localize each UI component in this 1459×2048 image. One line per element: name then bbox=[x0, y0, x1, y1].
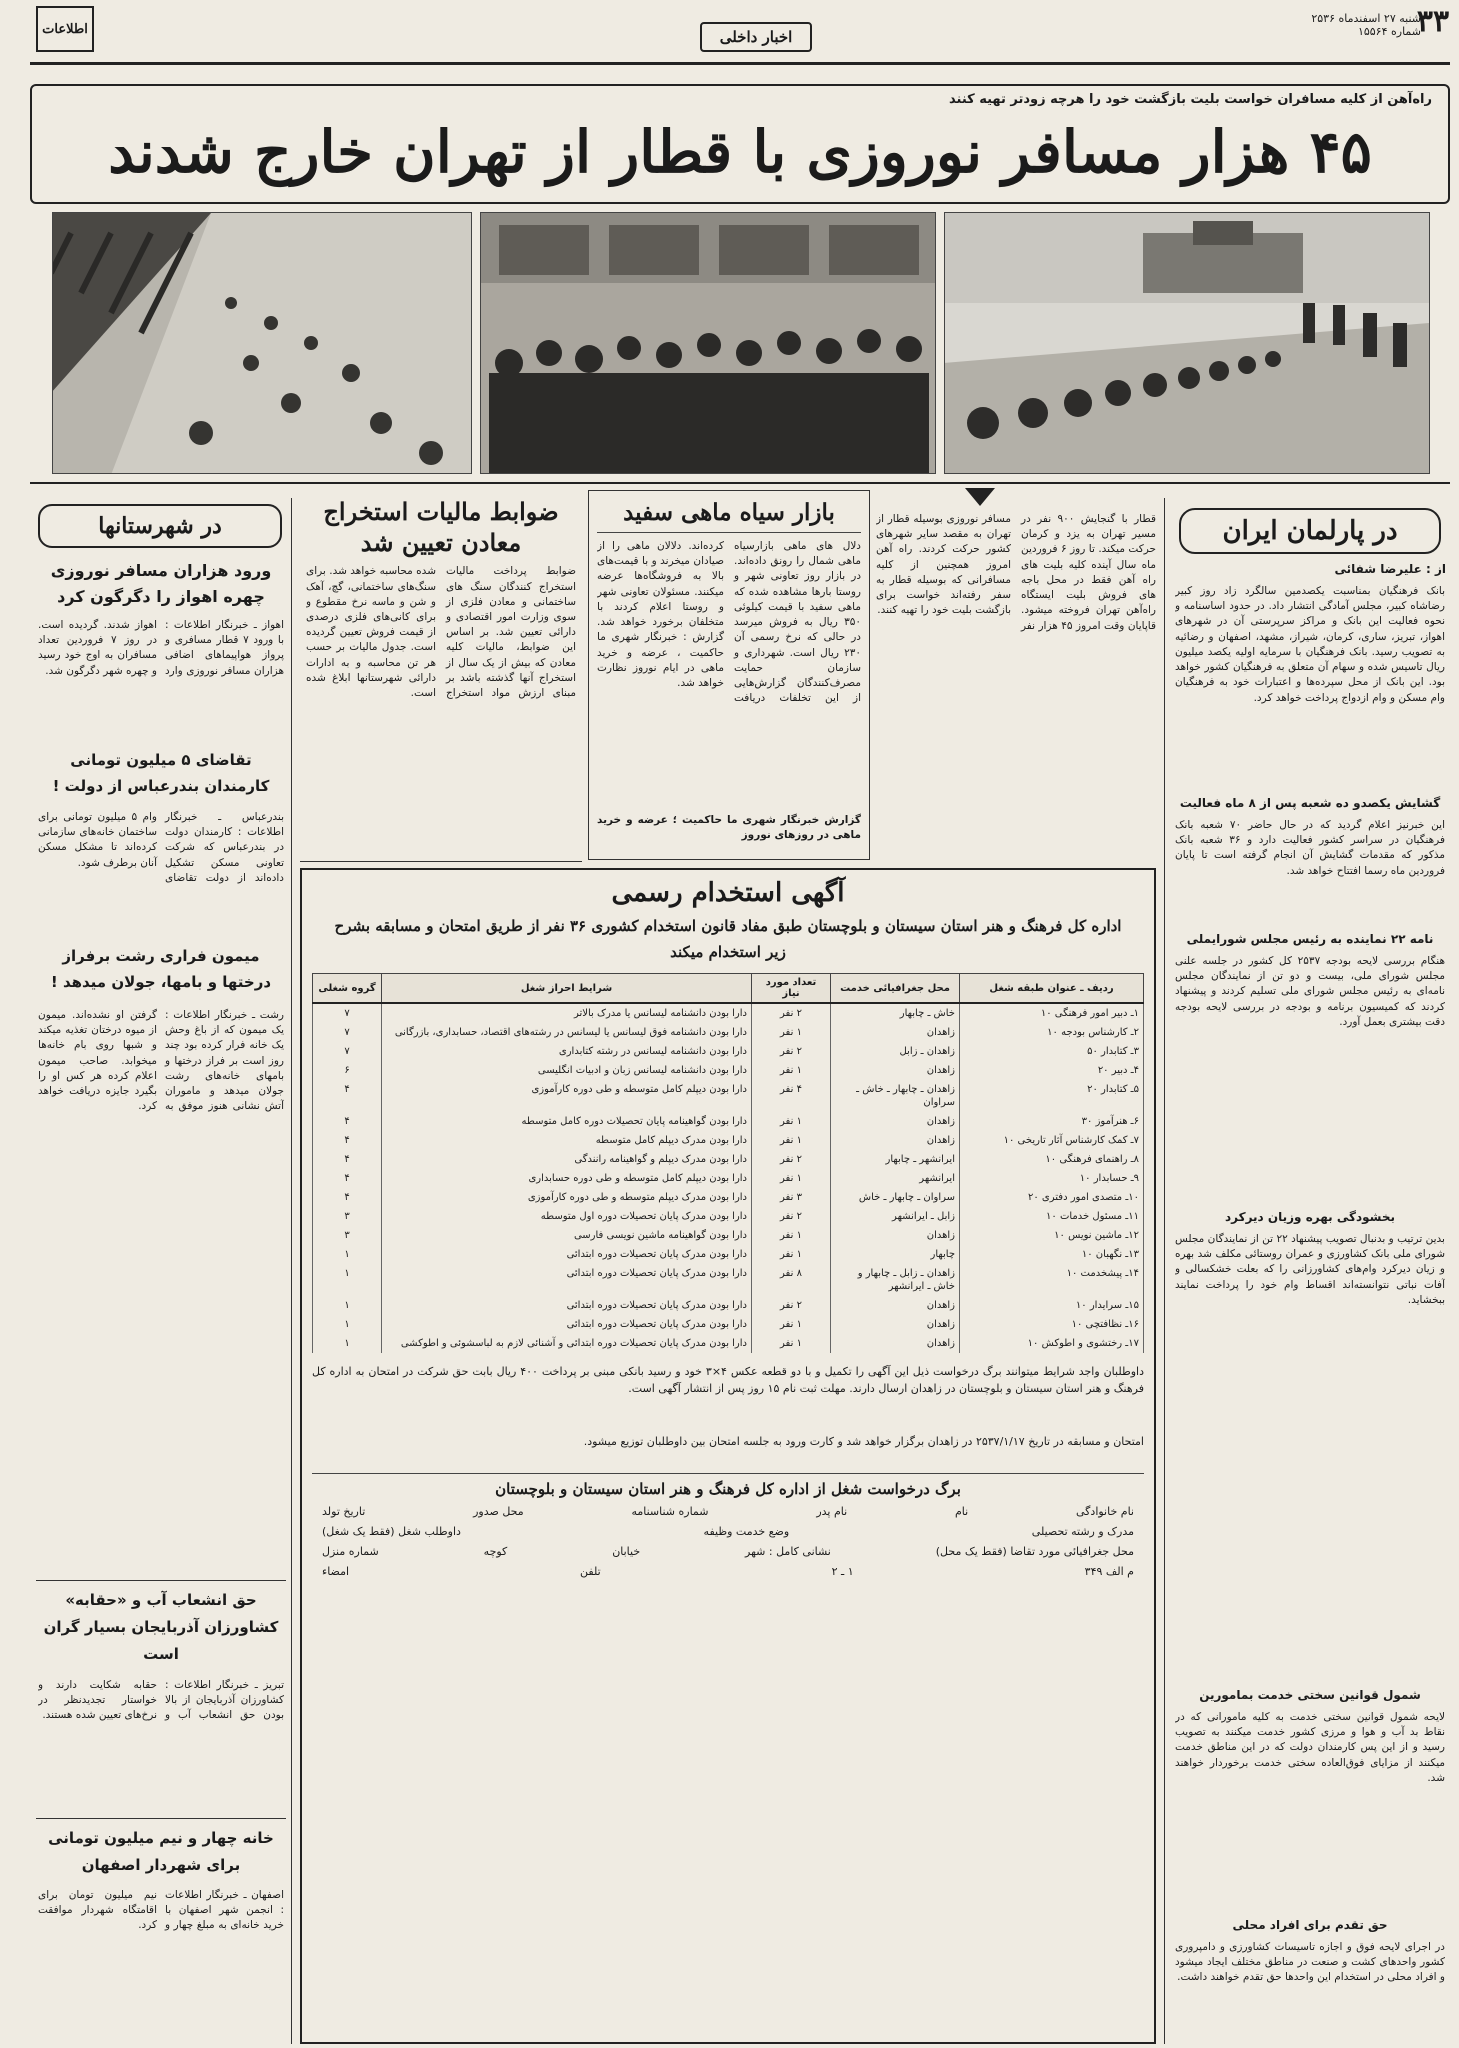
ad-cell-requirements: دارا بودن گواهینامه ماشین نویسی فارسی bbox=[382, 1226, 752, 1245]
fish-article bbox=[588, 490, 870, 860]
cities-story-4-body: تبریز ـ خبرنگار اطلاعات : کشاورزان آذربایجان از بالا بودن حق انشعاب آب و حقابه شکایت دارند و خواستار تجدیدنظر در نرخ‌های تعیین شده هستند. bbox=[38, 1679, 284, 1722]
fish-title: بازار سیاه ماهی سفید bbox=[597, 499, 861, 533]
form-address-city: نشانی کامل : شهر bbox=[745, 1545, 831, 1558]
parliament-column bbox=[1164, 498, 1454, 2044]
ad-cell-group: ۴ bbox=[313, 1112, 382, 1131]
ad-cell-group: ۱ bbox=[313, 1245, 382, 1264]
cities-story-5-title: خانه چهار و نیم میلیون تومانی برای شهردار اصفهان bbox=[36, 1818, 286, 1879]
ad-col-group: گروه شغلی bbox=[313, 974, 382, 1004]
ad-cell-requirements: دارا بودن مدرک پایان تحصیلات دوره اول متوسطه bbox=[382, 1207, 752, 1226]
ad-cell-location: سراوان ـ چابهار ـ خاش bbox=[831, 1188, 960, 1207]
ad-cell-requirements: دارا بودن مدرک پایان تحصیلات دوره ابتدائی و آشنائی لازم به لباسشوئی و اطوکشی bbox=[382, 1334, 752, 1353]
parliament-body-6: در اجرای لایحه فوق و اجازه تاسیسات کشاورزی و دامپروری کشور واحدهای کشت و صنعت در مناطق مختلف ایجاد میشود و افراد محلی در استخدام این واحدها حق تقدم خواهند داشت. bbox=[1175, 1941, 1445, 1984]
ad-table-row bbox=[313, 1169, 1144, 1188]
ad-cell-title: ۷ـ کمک کارشناس آثار تاریخی ۱۰ bbox=[960, 1131, 1144, 1150]
ad-table-row bbox=[313, 1296, 1144, 1315]
ad-cell-title: ۸ـ راهنمای فرهنگی ۱۰ bbox=[960, 1150, 1144, 1169]
photo-motorcycles bbox=[944, 212, 1430, 474]
ad-cell-group: ۱ bbox=[313, 1296, 382, 1315]
page-number: ۳۳ bbox=[1416, 4, 1450, 39]
ad-cell-location: چابهار bbox=[831, 1245, 960, 1264]
ad-cell-title: ۱۶ـ نظافتچی ۱۰ bbox=[960, 1315, 1144, 1334]
ad-reference: م الف ۳۴۹ bbox=[1084, 1565, 1134, 1578]
ad-cell-count: ۲ نفر bbox=[752, 1042, 831, 1061]
ad-table-row bbox=[313, 1061, 1144, 1080]
lead-kicker: راه‌آهن از کلیه مسافران خواست بلیت بازگشت خود را هرچه زودتر تهیه کنند bbox=[949, 92, 1432, 107]
form-last-name: نام خانوادگی bbox=[1076, 1505, 1134, 1518]
ad-cell-group: ۱ bbox=[313, 1315, 382, 1334]
down-arrow-icon bbox=[965, 488, 995, 506]
ad-form-title: برگ درخواست شغل از اداره کل فرهنگ و هنر استان سیستان و بلوچستان bbox=[312, 1473, 1144, 1498]
masthead-rule bbox=[30, 62, 1450, 65]
ad-cell-requirements: دارا بودن دیپلم کامل متوسطه و طی دوره حسابداری bbox=[382, 1169, 752, 1188]
lead-body: قطار با گنجایش ۹۰۰ نفر در مسیر تهران به یزد و کرمان حرکت میکند. تا روز ۶ فروردین ماه سال آینده کلیه بلیت های راه آهن فقط در محل باجه های فروش بلیت ایستگاه راه‌آهن تهران فروخته میشود. قاپایان وقت امروز ۴۵ هزار نفر مسافر نوروزی بوسیله قطار از تهران به مقصد سایر شهرهای کشور حرکت کردند. راه آهن امروز همچنین از کلیه مسافرانی که بوسیله قطار به سفر رفته‌اند خواست برای بازگشت بلیت خود را تهیه کنند. bbox=[876, 513, 1156, 632]
ad-table-row bbox=[313, 1080, 1144, 1112]
ad-cell-location: زابل ـ ایرانشهر bbox=[831, 1207, 960, 1226]
ad-table-row bbox=[313, 1334, 1144, 1353]
ad-cell-location: زاهدان ـ زابل bbox=[831, 1042, 960, 1061]
ad-table-row bbox=[313, 1207, 1144, 1226]
ad-table-row bbox=[313, 1023, 1144, 1042]
ad-cell-count: ۲ نفر bbox=[752, 1003, 831, 1023]
ad-cell-requirements: دارا بودن مدرک پایان تحصیلات دوره ابتدائی bbox=[382, 1296, 752, 1315]
cities-title: در شهرستانها bbox=[38, 504, 282, 548]
mining-article bbox=[300, 490, 582, 862]
section-label-box bbox=[700, 22, 812, 52]
ad-cell-group: ۴ bbox=[313, 1131, 382, 1150]
form-issue-place: محل صدور bbox=[473, 1505, 524, 1518]
ad-table bbox=[312, 973, 1144, 1353]
ad-cell-title: ۱۳ـ نگهبان ۱۰ bbox=[960, 1245, 1144, 1264]
form-phone: تلفن bbox=[580, 1565, 601, 1578]
ad-cell-title: ۴ـ دبیر ۲۰ bbox=[960, 1061, 1144, 1080]
ad-cell-group: ۷ bbox=[313, 1023, 382, 1042]
ad-cell-requirements: دارا بودن گواهینامه پایان تحصیلات دوره کامل متوسطه bbox=[382, 1112, 752, 1131]
parliament-body-5: لایحه شمول قوانین سختی خدمت به کلیه مامورانی که در نقاط بد آب و هوا و مرزی کشور خدمت میکنند به تصویب رسید و از این پس کارمندان دولت که در این مناطق خدمت میکنند از مزایای فوق‌العاده سختی خدمت برخوردار خواهند شد. bbox=[1175, 1711, 1445, 1784]
ad-cell-group: ۱ bbox=[313, 1264, 382, 1296]
ad-table-row bbox=[313, 1245, 1144, 1264]
ad-cell-title: ۱۰ـ متصدی امور دفتری ۲۰ bbox=[960, 1188, 1144, 1207]
cities-story-1-body: اهواز ـ خبرنگار اطلاعات : با ورود ۷ قطار مسافری و پرواز هواپیماهای اضافی هزاران مسافر نوروزی وارد اهواز شدند. گردیده است. در روز ۷ فروردین تعداد مسافران به اوج خود رسید و چهره شهر دگرگون شد. bbox=[38, 619, 284, 677]
ad-cell-count: ۱ نفر bbox=[752, 1061, 831, 1080]
ad-cell-location: زاهدان bbox=[831, 1112, 960, 1131]
cities-story-3-body: رشت ـ خبرنگار اطلاعات : یک میمون که از باغ وحش یک خانه فرار کرده بود چند روز است بر فراز درختها و بامهای خانه‌های رشت جولان میدهد و ماموران آتش نشانی هنوز موفق به گرفتن او نشده‌اند. میمون از میوه درختان تغذیه میکند و شبها روی بام خانه‌ها میخوابد. صاحب میمون اعلام کرده هر کس او را بگیرد جایزه دریافت خواهد کرد. bbox=[38, 1009, 284, 1113]
parliament-sub-1: گشایش یکصدو ده شعبه پس از ۸ ماه فعالیت bbox=[1179, 796, 1441, 810]
ad-table-row bbox=[313, 1112, 1144, 1131]
ad-cell-location: زاهدان ـ چابهار ـ خاش ـ سراوان bbox=[831, 1080, 960, 1112]
ad-cell-count: ۴ نفر bbox=[752, 1080, 831, 1112]
mining-body: ضوابط پرداخت مالیات استخراج کنندگان سنگ های ساختمانی و معادن فلزی از سوی وزارت امور اقتصادی و دارائی تعیین شد. بر اساس این ضوابط، مالیات کلیه معادن که بیش از یک سال از استخراج آنها گذشته باشد بر مبنای ارزش مواد استخراج شده محاسبه خواهد شد. برای سنگ‌های ساختمانی، گچ، آهک و شن و ماسه نرخ مقطوع و برای کانی‌های فلزی درصدی از قیمت فروش تعیین گردیده است. جدول مالیات بر حسب هر تن محاسبه و به ادارات دارائی شهرستانها ابلاغ شده است. bbox=[306, 565, 576, 700]
ad-cell-requirements: دارا بودن مدرک پایان تحصیلات دوره ابتدائی bbox=[382, 1315, 752, 1334]
parliament-sub-2: نامه ۲۲ نماینده به رئیس مجلس شورایملی bbox=[1186, 932, 1434, 946]
form-military: وضع خدمت وظیفه bbox=[703, 1525, 790, 1538]
ad-cell-requirements: دارا بودن دیپلم کامل متوسطه و طی دوره کارآموزی bbox=[382, 1080, 752, 1112]
ad-cell-requirements: دارا بودن دانشنامه لیسانس یا مدرک بالاتر bbox=[382, 1003, 752, 1023]
ad-cell-title: ۱۵ـ سرایدار ۱۰ bbox=[960, 1296, 1144, 1315]
ad-cell-title: ۱ـ دبیر امور فرهنگی ۱۰ bbox=[960, 1003, 1144, 1023]
ad-cell-group: ۴ bbox=[313, 1080, 382, 1112]
ad-cell-location: ایرانشهر bbox=[831, 1169, 960, 1188]
ad-cell-requirements: دارا بودن مدرک دیپلم و گواهینامه رانندگی bbox=[382, 1150, 752, 1169]
ad-cell-requirements: دارا بودن مدرک دیپلم کامل متوسطه bbox=[382, 1131, 752, 1150]
ad-cell-location: زاهدان bbox=[831, 1334, 960, 1353]
ad-table-row bbox=[313, 1131, 1144, 1150]
ad-exam: امتحان و مسابقه در تاریخ ۲۵۳۷/۱/۱۷ در زاهدان برگزار خواهد شد و کارت ورود به جلسه امتحان بین داوطلبان توزیع میشود. bbox=[583, 1435, 1144, 1448]
ad-cell-requirements: دارا بودن مدرک پایان تحصیلات دوره ابتدائی bbox=[382, 1264, 752, 1296]
lead-headline: ۴۵ هزار مسافر نوروزی با قطار از تهران خارج شدند bbox=[108, 118, 1372, 186]
ad-cell-group: ۴ bbox=[313, 1150, 382, 1169]
ad-intro: اداره کل فرهنگ و هنر استان سیستان و بلوچستان طبق مفاد قانون استخدام کشوری ۳۶ نفر از طریق امتحان و مسابقه بشرح زیر استخدام میکند bbox=[334, 917, 1122, 961]
ad-cell-requirements: دارا بودن مدرک دیپلم متوسطه و طی دوره کارآموزی bbox=[382, 1188, 752, 1207]
newspaper-logo bbox=[36, 6, 94, 52]
ad-cell-title: ۱۱ـ مسئول خدمات ۱۰ bbox=[960, 1207, 1144, 1226]
ad-table-row bbox=[313, 1042, 1144, 1061]
ad-cell-location: زاهدان bbox=[831, 1131, 960, 1150]
ad-cell-count: ۱ نفر bbox=[752, 1023, 831, 1042]
ad-cell-count: ۲ نفر bbox=[752, 1296, 831, 1315]
ad-cell-count: ۱ نفر bbox=[752, 1131, 831, 1150]
ad-cell-group: ۴ bbox=[313, 1169, 382, 1188]
ad-cell-requirements: دارا بودن دانشنامه لیسانس زبان و ادبیات انگلیسی bbox=[382, 1061, 752, 1080]
ad-cell-location: خاش ـ چابهار bbox=[831, 1003, 960, 1023]
ad-cell-requirements: دارا بودن دانشنامه فوق لیسانس یا لیسانس در رشته‌های اقتصاد، حسابداری، بازرگانی bbox=[382, 1023, 752, 1042]
cities-story-5-body: اصفهان ـ خبرنگار اطلاعات : انجمن شهر اصفهان با خرید خانه‌ای به مبلغ چهار و نیم میلیون تومان برای اقامتگاه شهردار موافقت کرد. bbox=[38, 1889, 284, 1932]
ad-col-title: ردیف ـ عنوان طبقه شغل bbox=[960, 974, 1144, 1004]
ad-cell-title: ۹ـ حسابدار ۱۰ bbox=[960, 1169, 1144, 1188]
ad-cell-count: ۱ نفر bbox=[752, 1334, 831, 1353]
ad-table-row bbox=[313, 1150, 1144, 1169]
ad-cell-location: زاهدان bbox=[831, 1315, 960, 1334]
photo-station-crowd-image bbox=[480, 213, 935, 474]
ad-cell-count: ۱ نفر bbox=[752, 1226, 831, 1245]
parliament-body-3: هنگام بررسی لایحه بودجه ۲۵۳۷ کل کشور در جلسه علنی مجلس شورای ملی، بیست و دو تن از نمایندگان مجلس نامه‌ای به رئیس مجلس شورای ملی تسلیم کردند و پیشنهاد کردند که کمیسیون برنامه و بودجه در بررسی لایحه بودجه دقت بیشتری بعمل آورد. bbox=[1175, 955, 1445, 1028]
form-id-number: شماره شناسنامه bbox=[631, 1505, 709, 1518]
ad-cell-requirements: دارا بودن دانشنامه لیسانس در رشته کتابداری bbox=[382, 1042, 752, 1061]
form-house-number: شماره منزل bbox=[322, 1545, 379, 1558]
ad-cell-location: ایرانشهر ـ چابهار bbox=[831, 1150, 960, 1169]
ad-cell-count: ۱ نفر bbox=[752, 1112, 831, 1131]
ad-table-row bbox=[313, 1226, 1144, 1245]
ad-col-count: تعداد مورد نیاز bbox=[752, 974, 831, 1004]
ad-cell-group: ۴ bbox=[313, 1188, 382, 1207]
cities-story-2-title: تقاضای ۵ میلیون تومانی کارمندان بندرعباس از دولت ! bbox=[52, 751, 270, 795]
form-education: مدرک و رشته تحصیلی bbox=[1031, 1525, 1134, 1538]
lead-headline-box bbox=[30, 84, 1450, 204]
fish-body: دلال های ماهی بازارسیاه ماهی شمال را رونق داده‌اند. در بازار روز تعاونی شهر و روستا بارها مشاهده شده که ماهی سفید با قیمت کیلوئی ۳۵۰ ریال به فروش میرسد در حالی که نرخ رسمی آن ۲۳۰ ریال است. شهرداری و سازمان حمایت مصرف‌کنندگان گزارش‌هایی از این تخلفات دریافت کرده‌اند. دلالان ماهی را از صیادان میخرند و با قیمت‌های بالا به فروشگاه‌ها عرضه میکنند. مسئولان تعاونی شهر و روستا اعلام کردند با متخلفان برخورد خواهد شد. گزارش : خبرنگار شهری ما حاکمیت ، عرضه و خرید ماهی در ایام نوروز نظارت خواهد شد. bbox=[597, 540, 861, 705]
ad-cell-title: ۱۲ـ ماشین نویس ۱۰ bbox=[960, 1226, 1144, 1245]
cities-story-4-title: حق انشعاب آب و «حقابه» کشاورزان آذربایجان بسیار گران است bbox=[36, 1580, 286, 1668]
ad-conditions: داوطلبان واجد شرایط میتوانند برگ درخواست ذیل این آگهی را تکمیل و با دو قطعه عکس ۴×۳ خود و رسید بانکی مبنی بر پرداخت ۴۰۰ ریال بابت حق شرکت در امتحان به اداره کل فرهنگ و هنر استان سیستان و بلوچستان در زاهدان ارسال دارند. مهلت ثبت نام ۱۵ روز پس از انتشار آگهی است. bbox=[312, 1365, 1144, 1396]
ad-cell-title: ۳ـ کتابدار ۵۰ bbox=[960, 1042, 1144, 1061]
ad-col-requirements: شرایط احراز شغل bbox=[382, 974, 752, 1004]
issue-line: شماره ۱۵۵۶۴ bbox=[1357, 25, 1421, 38]
form-alley: کوچه bbox=[483, 1545, 508, 1558]
ad-cell-group: ۷ bbox=[313, 1003, 382, 1023]
photo-motorcycles-image bbox=[944, 213, 1429, 474]
parliament-sub-3: بخشودگی بهره وزیان دیرکرد bbox=[1224, 1210, 1396, 1224]
form-job: داوطلب شغل (فقط یک شغل) bbox=[322, 1525, 461, 1538]
form-signature: امضاء bbox=[322, 1565, 350, 1578]
ad-cell-location: زاهدان bbox=[831, 1226, 960, 1245]
application-form bbox=[312, 1505, 1144, 1578]
ad-cell-title: ۶ـ هنرآموز ۳۰ bbox=[960, 1112, 1144, 1131]
form-street: خیابان bbox=[612, 1545, 641, 1558]
ad-reference-2: ۱ ـ ۲ bbox=[831, 1565, 854, 1578]
parliament-sub-5: حق تقدم برای افراد محلی bbox=[1232, 1918, 1388, 1932]
ad-cell-location: زاهدان ـ زابل ـ چابهار و خاش ـ ایرانشهر bbox=[831, 1264, 960, 1296]
ad-cell-location: زاهدان bbox=[831, 1296, 960, 1315]
date-line: شنبه ۲۷ اسفندماه ۲۵۳۶ bbox=[1311, 12, 1421, 25]
ad-cell-count: ۱ نفر bbox=[752, 1315, 831, 1334]
parliament-byline: از : علیرضا شفائی bbox=[1334, 562, 1446, 576]
cities-story-2-body: بندرعباس ـ خبرنگار اطلاعات : کارمندان دولت در بندرعباس که شرکت تعاونی مسکن تشکیل داده‌اند از دولت تقاضای وام ۵ میلیون تومانی برای ساختمان خانه‌های سازمانی کرده‌اند تا مشکل مسکن آنان برطرف شود. bbox=[38, 811, 284, 884]
ad-cell-group: ۳ bbox=[313, 1207, 382, 1226]
photo-station-crowd bbox=[480, 212, 936, 474]
parliament-body-1: بانک فرهنگیان بمناسبت یکصدمین سالگرد زاد روز کبیر رضاشاه کبیر، مجلس آمادگی انتشار داد. در حدود اساسنامه و نحوه فعالیت این بانک و مراکز سرپرستی آن در شهرهای اهواز، تبریز، ساری، کرمان، شیراز، مشهد، اصفهان و رضائیه به تصویب رسید. بانک فرهنگیان با سرمایه اولیه یکصد میلیون ریال تاسیس شده و سهام آن متعلق به فرهنگیان کشور خواهد بود. این بانک از محل سپرده‌ها و اعتبارات خود به فرهنگیان وام مسکن و وام ازدواج پرداخت خواهد کرد. bbox=[1175, 585, 1445, 704]
ad-table-row bbox=[313, 1315, 1144, 1334]
ad-cell-location: زاهدان bbox=[831, 1023, 960, 1042]
ad-cell-count: ۲ نفر bbox=[752, 1207, 831, 1226]
ad-cell-location: زاهدان bbox=[831, 1061, 960, 1080]
ad-cell-count: ۸ نفر bbox=[752, 1264, 831, 1296]
date-block bbox=[1221, 12, 1421, 52]
form-birth-date: تاریخ تولد bbox=[322, 1505, 366, 1518]
ad-table-header bbox=[313, 974, 1144, 1004]
employment-ad bbox=[300, 868, 1156, 2044]
form-first-name: نام bbox=[954, 1505, 969, 1518]
ad-cell-count: ۳ نفر bbox=[752, 1188, 831, 1207]
section-label: اخبار داخلی bbox=[719, 28, 793, 46]
ad-table-row bbox=[313, 1188, 1144, 1207]
ad-table-row bbox=[313, 1264, 1144, 1296]
ad-title: آگهی استخدام رسمی bbox=[611, 878, 845, 908]
ad-cell-group: ۳ bbox=[313, 1226, 382, 1245]
mining-title: ضوابط مالیات استخراج معادن تعیین شد bbox=[323, 497, 559, 558]
ad-cell-title: ۲ـ کارشناس بودجه ۱۰ bbox=[960, 1023, 1144, 1042]
parliament-title: در پارلمان ایران bbox=[1179, 508, 1441, 554]
parliament-body-4: بدین ترتیب و بدنبال تصویب پیشنهاد ۲۲ تن از نمایندگان مجلس شورای ملی بانک کشاورزی و عمران روستائی مکلف شد بهره و زیان دیرکرد وام‌های کشاورزانی را که بعلت خشکسالی و آفات نباتی نتوانسته‌اند اقساط وام خود را پرداخت نمایند ببخشاید. bbox=[1175, 1233, 1445, 1306]
form-location: محل جغرافیائی مورد تقاضا (فقط یک محل) bbox=[935, 1545, 1134, 1558]
form-father-name: نام پدر bbox=[816, 1505, 848, 1518]
ad-cell-title: ۵ـ کتابدار ۲۰ bbox=[960, 1080, 1144, 1112]
cities-column bbox=[30, 498, 292, 2044]
parliament-sub-4: شمول قوانین سختی خدمت بمامورین bbox=[1199, 1688, 1421, 1702]
ad-col-location: محل جغرافیائی خدمت bbox=[831, 974, 960, 1004]
logo-text: اطلاعات bbox=[42, 21, 88, 37]
cities-story-1-title: ورود هزاران مسافر نوروزی چهره اهواز را دگرگون کرد bbox=[50, 561, 272, 606]
ad-cell-title: ۱۷ـ رختشوی و اطوکش ۱۰ bbox=[960, 1334, 1144, 1353]
ad-cell-title: ۱۴ـ پیشخدمت ۱۰ bbox=[960, 1264, 1144, 1296]
parliament-body-2: این خبرنیز اعلام گردید که در حال حاضر ۷۰ شعبه بانک فرهنگیان در سراسر کشور فعالیت دارد و ۳۶ شعبه بانک مذکور که مقدمات گشایش آن انجام گرفته است تا پایان فروردین ماه رسما افتتاح خواهد شد. bbox=[1175, 819, 1445, 877]
photo-railway-platform-image bbox=[52, 213, 471, 474]
fish-byline: گزارش خبرنگار شهری ما حاکمیت ؛ عرضه و خرید ماهی در روزهای نوروز bbox=[597, 814, 861, 842]
ad-table-row bbox=[313, 1003, 1144, 1023]
photo-railway-platform bbox=[52, 212, 472, 474]
ad-cell-count: ۱ نفر bbox=[752, 1245, 831, 1264]
ad-cell-count: ۲ نفر bbox=[752, 1150, 831, 1169]
cities-story-3-title: میمون فراری رشت برفراز درختها و بامها، جولان میدهد ! bbox=[50, 947, 272, 991]
ad-cell-group: ۶ bbox=[313, 1061, 382, 1080]
photos-rule bbox=[30, 482, 1450, 484]
ad-cell-group: ۷ bbox=[313, 1042, 382, 1061]
ad-cell-group: ۱ bbox=[313, 1334, 382, 1353]
ad-cell-requirements: دارا بودن مدرک پایان تحصیلات دوره ابتدائی bbox=[382, 1245, 752, 1264]
ad-cell-count: ۱ نفر bbox=[752, 1169, 831, 1188]
